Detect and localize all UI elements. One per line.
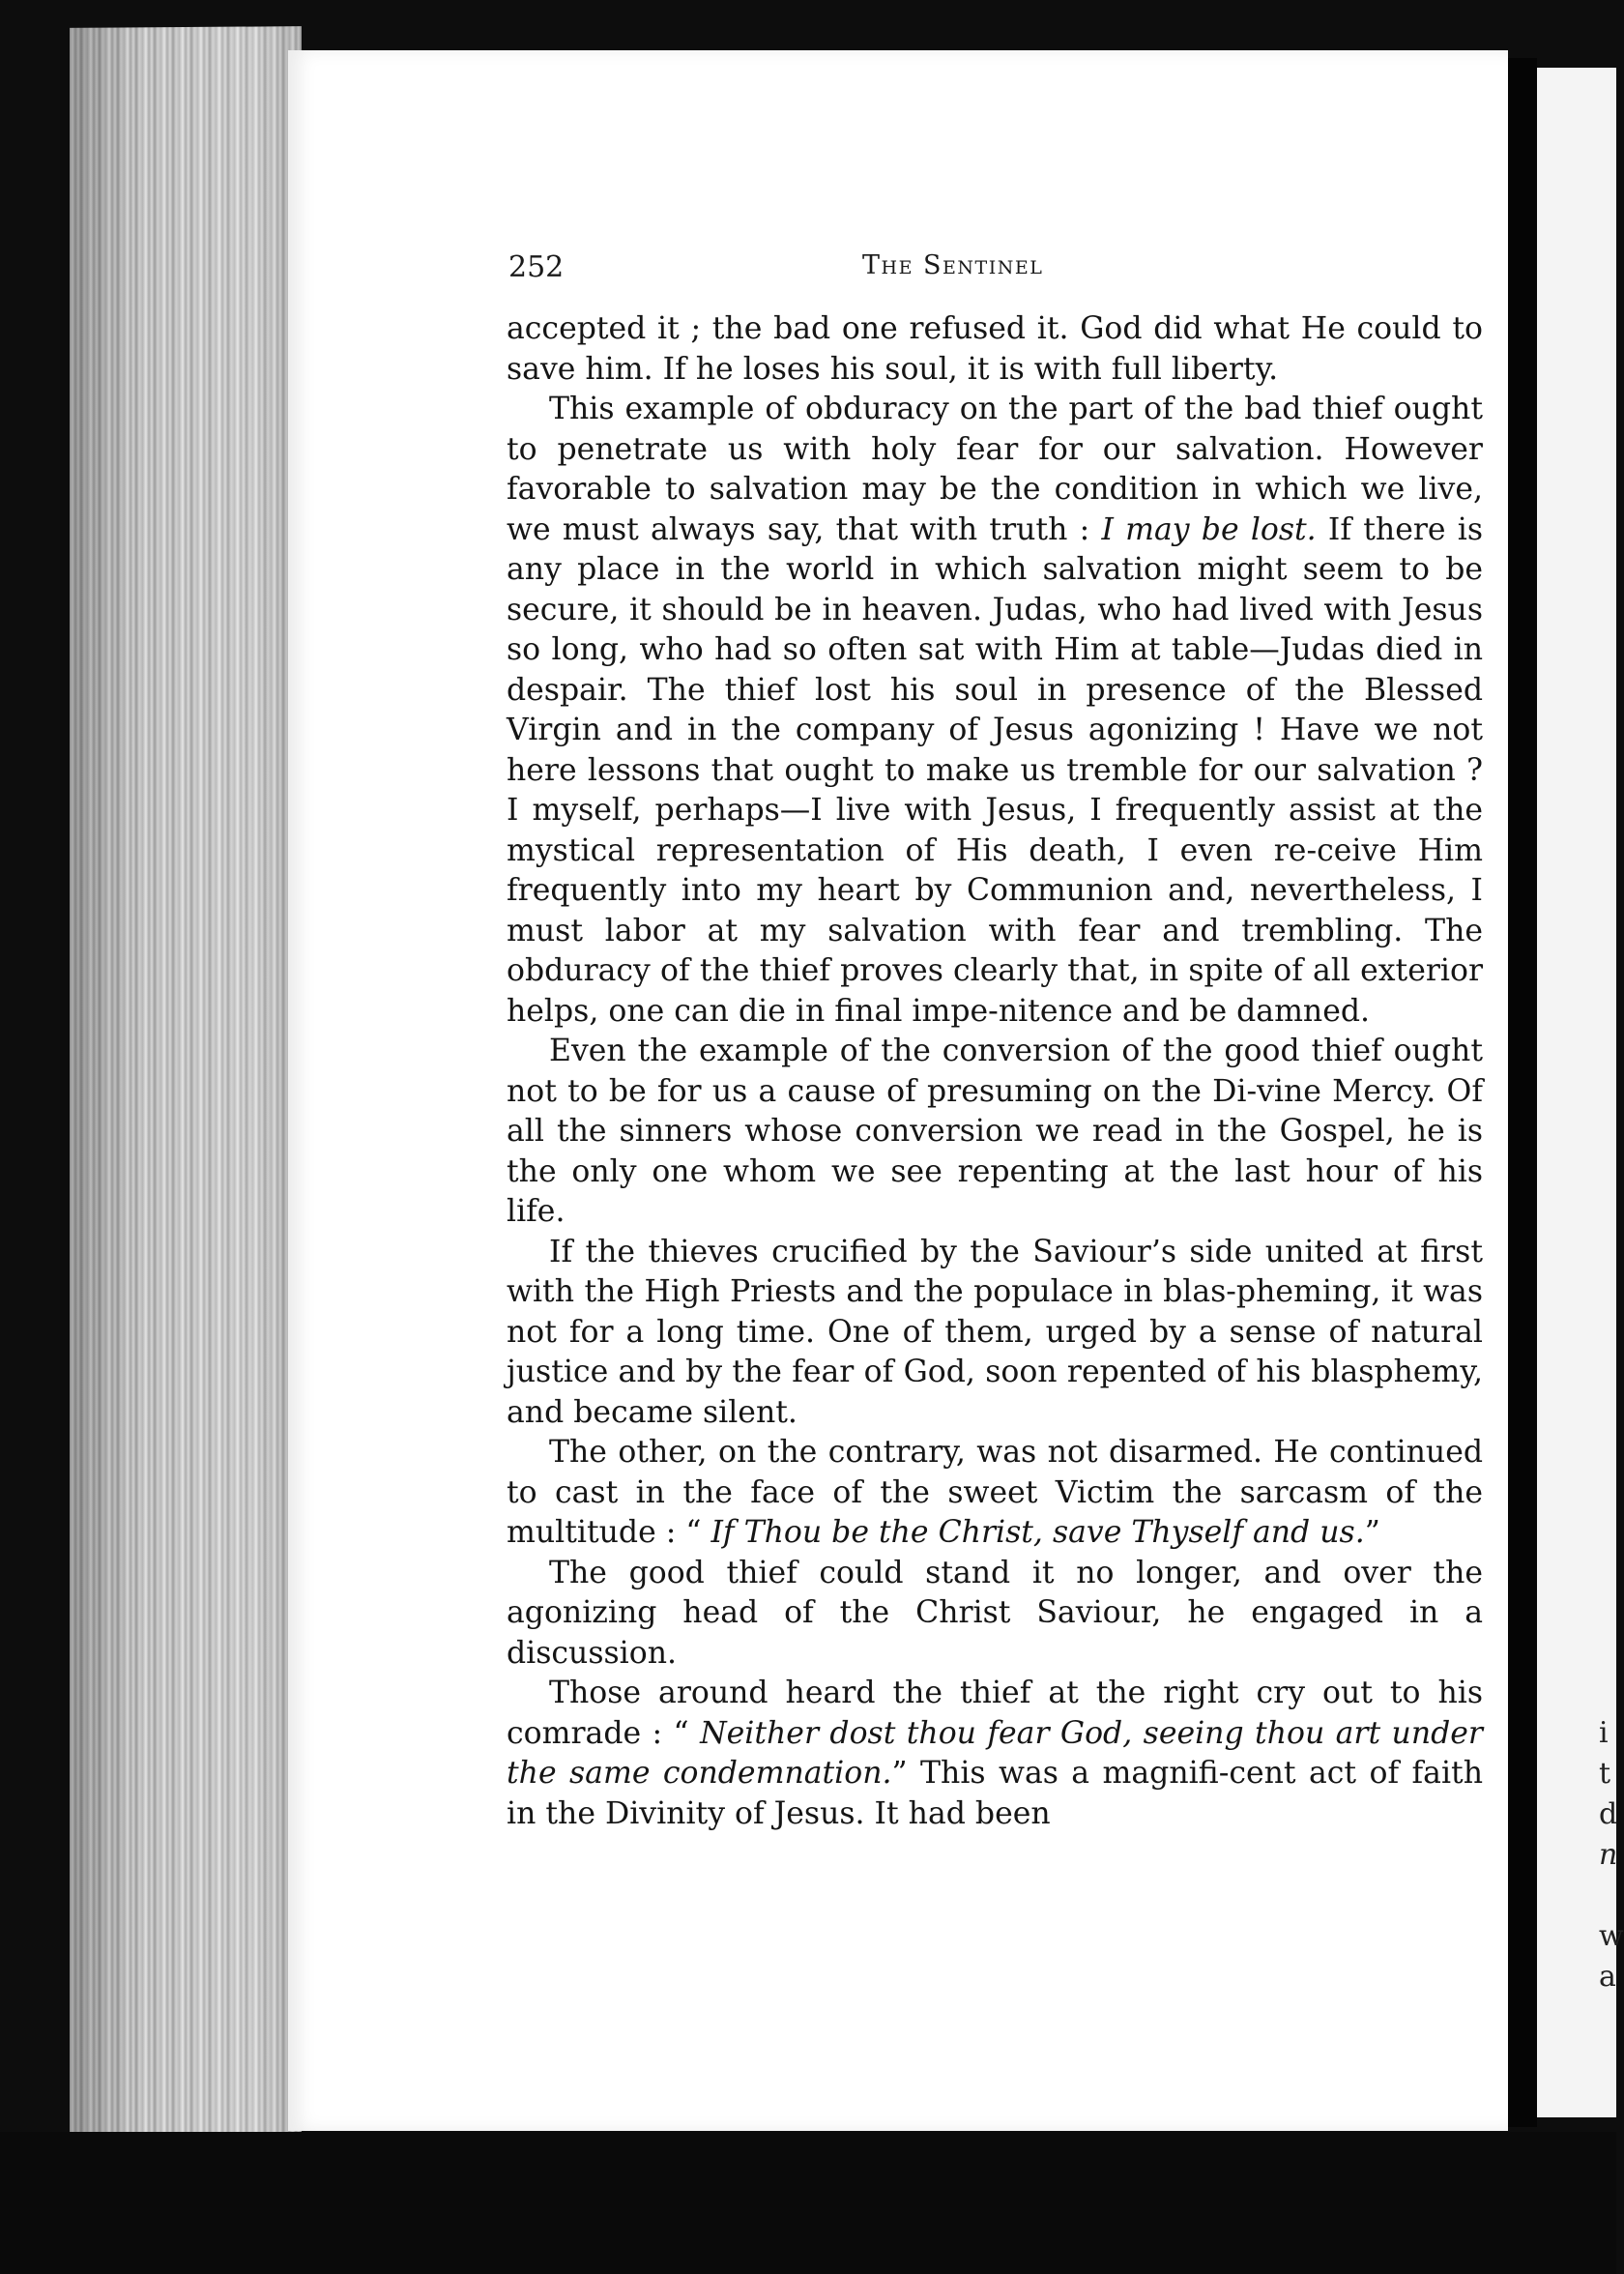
text-run: Those around heard the thief at the right cry out to his comrade : “: [507, 1676, 1483, 1751]
book-gutter: [1508, 58, 1537, 2127]
text-run: Even the example of the conversion of the good thief ought not to be for us a cause of presuming on the Di-vine Mercy. Of all the sinners whose conversion we read in the Gospel, he is the only one whom we see repenting at the last hour of his life.: [507, 1034, 1483, 1229]
paragraph: [507, 1233, 1483, 1434]
italic-text-run: Neither dost thou fear God, seeing thou art under the same condemnation.: [507, 1715, 1483, 1791]
paragraph: [507, 309, 1483, 390]
italic-text-run: If Thou be the Christ, save Thyself and us.: [710, 1515, 1365, 1550]
italic-text-run: I may be lost.: [1101, 511, 1317, 547]
facing-page-fragment: w: [1599, 1919, 1624, 1953]
running-head: The Sentinel: [862, 250, 1044, 280]
facing-page-fragment: d: [1599, 1797, 1618, 1831]
paragraph: [507, 1433, 1483, 1554]
facing-page-fragment: n: [1599, 1838, 1618, 1872]
text-run: ”: [1364, 1515, 1380, 1550]
book-page: [288, 50, 1508, 2131]
paragraph: [507, 1032, 1483, 1233]
facing-page-fragment: t: [1599, 1757, 1611, 1791]
paragraph: [507, 1674, 1483, 1834]
text-run: If the thieves crucified by the Saviour’s side united at first with the High Priests and the populace in blas-pheming, it was not for a long time. One of them, urged by a sense of natural justice and by the fear of God, soon repented of his blasphemy, and became silent.: [507, 1234, 1483, 1430]
facing-page: [1537, 68, 1624, 2117]
page-number: 252: [508, 250, 565, 284]
text-run: If there is any place in the world in which salvation might seem to be secure, it should be in heaven. Judas, who had lived with Jesus so long, who had so often sat with Him at table—Judas died in despair. The thief lost his soul in presence of the Blessed Virgin and in the company of Jesus agonizing ! Have we not here lessons that ought to make us tremble for our salvation ? I myself, perhaps—I live with Jesus, I frequently assist at the mystical representation of His death, I even re-ceive Him frequently into my heart by Communion and, nevertheless, I must labor at my salvation with fear and trembling. The obduracy of the thief proves clearly that, in spite of all exterior helps, one can die in final impe-nitence and be damned.: [507, 511, 1484, 1029]
text-run: ” This was a magnifi-cent act of faith in the Divinity of Jesus. It had been: [507, 1756, 1483, 1831]
scan-background: [0, 2132, 1616, 2274]
facing-page-fragment: i: [1599, 1716, 1609, 1750]
page-header: [508, 250, 1475, 289]
text-run: accepted it ; the bad one refused it. God did what He could to save him. If he loses his soul, it is with full liberty.: [507, 311, 1483, 387]
text-run: The good thief could stand it no longer, and over the agonizing head of the Christ Saviour, he engaged in a discussion.: [507, 1555, 1483, 1671]
text-run: This example of obduracy on the part of the bad thief ought to penetrate us with holy fear for our salvation. However favorable to salvation may be the condition in which we live, we must always say, that with truth :: [507, 392, 1483, 547]
page-edges: [70, 26, 302, 2147]
body-text: [507, 309, 1483, 1834]
paragraph: [507, 390, 1483, 1032]
text-run: The other, on the contrary, was not disarmed. He continued to cast in the face of the sweet Victim the sarcasm of the multitude : “: [507, 1435, 1483, 1550]
facing-page-fragment: a: [1599, 1960, 1616, 1994]
paragraph: [507, 1554, 1483, 1675]
